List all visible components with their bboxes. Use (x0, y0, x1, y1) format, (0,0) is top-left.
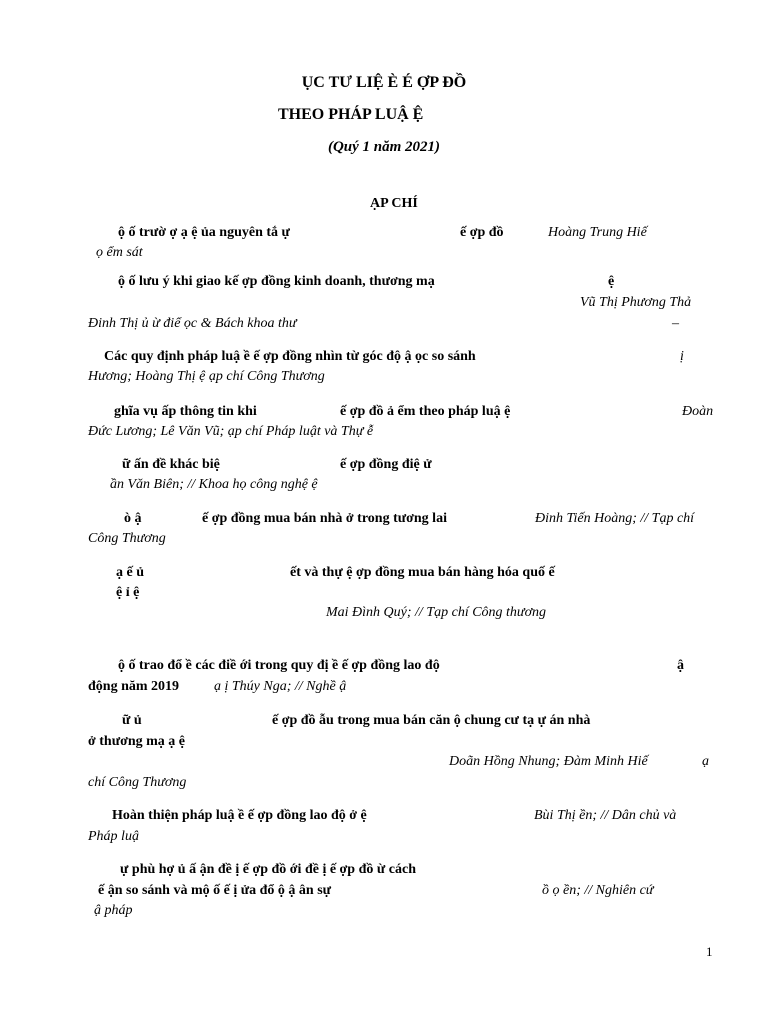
entry-9-author: Doãn Hồng Nhung; Đàm Minh Hiế (449, 754, 648, 769)
entry-9-title-cont: ế ợp đồ ẫu trong mua bán căn ộ chung cư tạ ự án nhà (272, 713, 591, 728)
entry-10-source-cont: Pháp luậ (88, 829, 139, 844)
document-subtitle: (Quý 1 năm 2021) (327, 139, 441, 155)
entry-8-title: ộ ố trao đổ ề các điề ới trong quy đị ề ế ợp đồng lao độ (118, 658, 440, 673)
entry-1-source: ọ ểm sát (96, 245, 143, 260)
entry-10-title: Hoàn thiện pháp luậ ề ế ợp đồng lao độ ở ệ (112, 808, 367, 823)
entry-9-title: ữ ủ (122, 713, 142, 728)
entry-2-title-cont: ệ (608, 274, 615, 289)
entry-8-title-line-2: động năm 2019 (88, 679, 180, 694)
entry-6-title-cont: ế ợp đồng mua bán nhà ở trong tương lai (202, 511, 447, 526)
entry-1-author: Hoàng Trung Hiế (548, 225, 647, 240)
entry-2-source: Đinh Thị ủ ừ điể ọc & Bách khoa thư (88, 316, 297, 331)
entry-1-title-cont: ế ợp đồ (460, 225, 504, 240)
entry-1-title: ộ ố trườ ợ ạ ệ ủa nguyên tắ ự (118, 225, 290, 240)
entry-6-title: ò ậ (124, 511, 142, 526)
entry-7-title: ạ ế ủ (116, 565, 144, 580)
page-number: 1 (706, 944, 713, 959)
entry-2-title: ộ ố lưu ý khi giao kế ợp đồng kinh doanh, thương mạ (118, 274, 435, 289)
entry-4-title: ghĩa vụ ấp thông tin khi (114, 404, 257, 419)
entry-10-author-source: Bùi Thị ền; // Dân chủ và (534, 808, 677, 823)
entry-3-title: Các quy định pháp luậ ề ế ợp đồng nhìn từ góc độ ậ ọc so sánh (104, 349, 476, 364)
entry-7-author-source: Mai Đình Quý; // Tạp chí Công thương (326, 605, 547, 620)
document-title-line-2: THEO PHÁP LUẬ Ệ (278, 106, 424, 123)
entry-4-source: Đức Lương; Lê Văn Vũ; ạp chí Pháp luật và Thự ễ (88, 424, 374, 439)
entry-8-title-cont: ậ (677, 658, 684, 673)
entry-6-author: Đinh Tiến Hoàng; // Tạp chí (535, 511, 695, 526)
entry-5-title: ữ ấn đề khác biệ (122, 457, 220, 472)
entry-11-title-line-2: ế ận so sánh và mộ ố ế ị ửa đổ ộ ậ ân sự (98, 883, 332, 898)
entry-11-source-cont: ậ pháp (94, 903, 133, 918)
entry-2-dash: – (672, 316, 679, 331)
entry-3-source: Hương; Hoàng Thị ệ ạp chí Công Thương (88, 369, 325, 384)
entry-2-author: Vũ Thị Phương Thả (580, 295, 692, 310)
entry-4-author: Đoàn (682, 404, 714, 419)
entry-11-title: ự phù hợ ủ ấ ận đề ị ế ợp đồ ới đề ị ế ợp đồ ừ cách (120, 862, 416, 877)
entry-9-title-line-2: ở thương mạ ạ ệ (88, 734, 186, 749)
entry-5-title-cont: ế ợp đồng điệ ử (340, 457, 432, 472)
entry-7-title-line-2: ệ ỉ ệ (116, 585, 140, 600)
entry-7-title-cont: ết và thự ệ ợp đồng mua bán hàng hóa quố ế (290, 565, 555, 580)
entry-3-author: ị (680, 349, 684, 364)
entry-5-source: ần Văn Biên; // Khoa họ công nghệ ệ (110, 477, 318, 492)
document-title-line-1: ỤC TƯ LIỆ È É ỢP ĐỒ (301, 74, 467, 91)
entry-8-author-source: ạ ị Thúy Nga; // Nghề ậ (214, 679, 347, 694)
section-heading: ẠP CHÍ (370, 196, 418, 211)
entry-6-source: Công Thương (88, 531, 166, 546)
entry-9-source: chí Công Thương (88, 775, 187, 790)
entry-9-author-cont: ạ (702, 754, 709, 769)
entry-11-author-source: ồ ọ ền; // Nghiên cứ (542, 883, 654, 898)
entry-4-title-cont: ế ợp đồ ả ểm theo pháp luậ ệ (340, 404, 511, 419)
